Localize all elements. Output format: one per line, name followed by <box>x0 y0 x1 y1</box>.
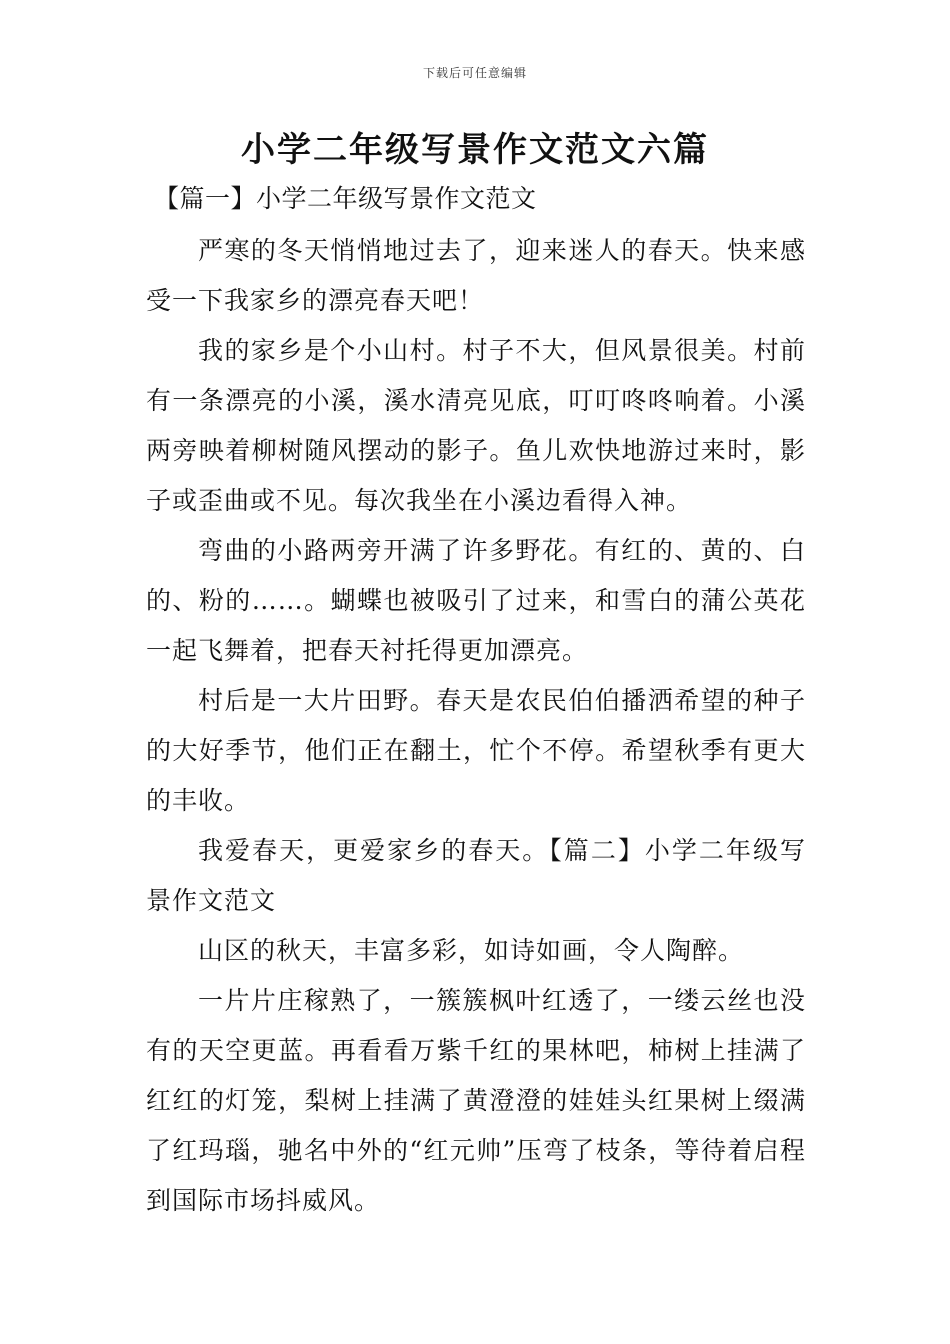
paragraph: 我的家乡是个小山村。村子不大，但风景很美。村前有一条漂亮的小溪，溪水清亮见底，叮叮咚咚响着。小溪两旁映着柳树随风摆动的影子。鱼儿欢快地游过来时，影子或歪曲或不见。每次我坐在小溪边看得入神。 <box>146 336 806 515</box>
paragraph: 我爱春天，更爱家乡的春天。【篇二】小学二年级写景作文范文 <box>146 836 806 915</box>
paragraph: 山区的秋天，丰富多彩，如诗如画，令人陶醉。 <box>198 936 745 965</box>
paragraph: 村后是一大片田野。春天是农民伯伯播洒希望的种子的大好季节，他们正在翻土，忙个不停。希望秋季有更大的丰收。 <box>146 686 806 815</box>
document-title: 小学二年级写景作文范文六篇 <box>241 130 709 170</box>
section-heading: 【篇一】小学二年级写景作文范文 <box>154 184 537 213</box>
document-body <box>146 176 806 1226</box>
paragraph: 弯曲的小路两旁开满了许多野花。有红的、黄的、白的、粉的……。蝴蝶也被吸引了过来，和雪白的蒲公英花一起飞舞着，把春天衬托得更加漂亮。 <box>146 536 806 665</box>
paragraph: 严寒的冬天悄悄地过去了，迎来迷人的春天。快来感受一下我家乡的漂亮春天吧！ <box>146 236 806 315</box>
paragraph: 一片片庄稼熟了，一簇簇枫叶红透了，一缕云丝也没有的天空更蓝。再看看万紫千红的果林吧，柿树上挂满了红红的灯笼，梨树上挂满了黄澄澄的娃娃头红果树上缀满了红玛瑙，驰名中外的“红元帅”压弯了枝条，等待着启程到国际市场抖威风。 <box>146 986 806 1215</box>
page-header-note: 下载后可任意编辑 <box>422 66 527 80</box>
